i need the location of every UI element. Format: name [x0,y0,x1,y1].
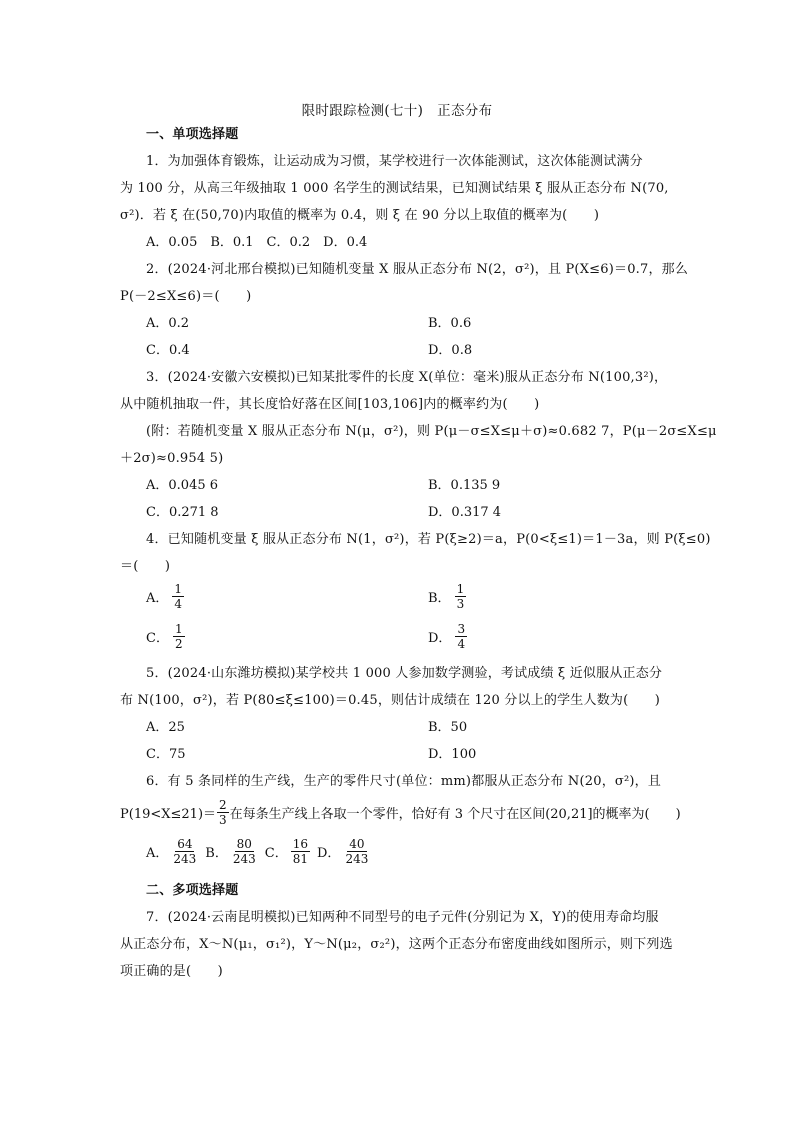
q6-line-1: 6．有 5 条同样的生产线，生产的零件尺寸(单位：mm)都服从正态分布 N(20，σ²)，且 [146,774,662,789]
q2-line-2: P(－2≤X≤6)＝( ) [120,289,252,304]
page-title [0,99,794,119]
q4-option-d: D． $\frac{3}{4}$ [428,622,466,651]
fraction: $\frac{2}{3}$ [219,798,227,827]
q2-line-1: 2．(2024·河北邢台模拟)已知随机变量 X 服从正态分布 N(2，σ²)，且 P(X≤6)＝0.7，那么 [146,262,689,277]
fraction: $\frac{80}{243}$ [232,837,256,866]
q5-line-2: 布 N(100，σ²)，若 P(80≤ξ≤100)＝0.45，则估计成绩在 120 分以上的学生人数为( ) [120,693,661,708]
q1-line-3: σ²)．若 ξ 在(50,70)内取值的概率为 0.4，则 ξ 在 90 分以上取值的概率为( ) [120,208,600,223]
q1-options: A．0.05 B．0.1 C．0.2 D．0.4 [146,235,368,250]
q3-option-d: D．0.317 4 [428,505,502,520]
section-heading-single-choice: 一、单项选择题 [146,127,239,142]
q2-option-b: B．0.6 [428,316,472,331]
fraction: $\frac{1}{4}$ [174,582,183,611]
q4-option-c: C． $\frac{1}{2}$ [146,622,183,651]
title-main: 限时跟踪检测(七十) [301,103,424,119]
fraction: $\frac{64}{243}$ [173,837,197,866]
q7-line-1: 7．(2024·云南昆明模拟)已知两种不同型号的电子元件(分别记为 X，Y)的使用寿命均服 [146,910,659,925]
q7-line-2: 从正态分布，X～N(μ₁，σ₁²)，Y～N(μ₂，σ₂²)，这两个正态分布密度曲线如图所示，则下列选 [120,937,673,952]
q5-line-1: 5．(2024·山东潍坊模拟)某学校共 1 000 人参加数学测验，考试成绩 ξ 近似服从正态分 [146,666,663,681]
fraction: $\frac{1}{3}$ [456,582,465,611]
q3-option-b: B．0.135 9 [428,478,501,493]
q3-line-2: 从中随机抽取一件，其长度恰好落在区间[103,106]内的概率约为( ) [120,397,540,412]
fraction: $\frac{16}{81}$ [292,837,308,866]
q3-line-3: (附：若随机变量 X 服从正态分布 N(μ，σ²)，则 P(μ－σ≤X≤μ＋σ)≈0.682 7，P(μ－2σ≤X≤μ [146,424,717,439]
q2-option-c: C．0.4 [146,343,190,358]
q5-option-d: D．100 [428,747,477,762]
q1-line-1: 1．为加强体育锻炼，让运动成为习惯，某学校进行一次体能测试，这次体能测试满分 [146,154,643,169]
q2-option-d: D．0.8 [428,343,473,358]
fraction: $\frac{40}{243}$ [345,837,369,866]
q7-line-3: 项正确的是( ) [120,964,223,979]
q5-option-a: A．25 [146,720,185,735]
q4-option-b: B． $\frac{1}{3}$ [428,582,465,611]
q3-line-4: ＋2σ)≈0.954 5) [120,451,224,466]
q6-options: A． $\frac{64}{243}$ B． $\frac{80}{243}$ C． $\frac{16}{81}$ D． $\frac{40}{243}$ [146,837,369,866]
q4-line-2: ＝( ) [120,559,171,574]
q6-line-2: P(19<X≤21)＝ $\frac{2}{3}$ 在每条生产线上各取一个零件，恰好有 3 个尺寸在区间(20,21]的概率为( ) [120,798,681,827]
q3-line-1: 3．(2024·安徽六安模拟)已知某批零件的长度 X(单位：毫米)服从正态分布 N(100,3²)， [146,370,668,385]
q4-line-1: 4．已知随机变量 ξ 服从正态分布 N(1，σ²)，若 P(ξ≥2)＝a，P(0<ξ≤1)＝1－3a，则 P(ξ≤0) [146,532,711,547]
q5-option-b: B．50 [428,720,468,735]
q3-option-c: C．0.271 8 [146,505,219,520]
section-heading-multiple-choice: 二、多项选择题 [146,883,239,898]
q3-option-a: A．0.045 6 [146,478,219,493]
q1-line-2: 为 100 分，从高三年级抽取 1 000 名学生的测试结果，已知测试结果 ξ 服从正态分布 N(70, [120,181,669,196]
fraction: $\frac{1}{2}$ [174,622,183,651]
q4-option-a: A． $\frac{1}{4}$ [146,582,183,611]
q5-option-c: C．75 [146,747,186,762]
fraction: $\frac{3}{4}$ [457,622,466,651]
title-sub: 正态分布 [437,103,493,119]
q2-option-a: A．0.2 [146,316,190,331]
